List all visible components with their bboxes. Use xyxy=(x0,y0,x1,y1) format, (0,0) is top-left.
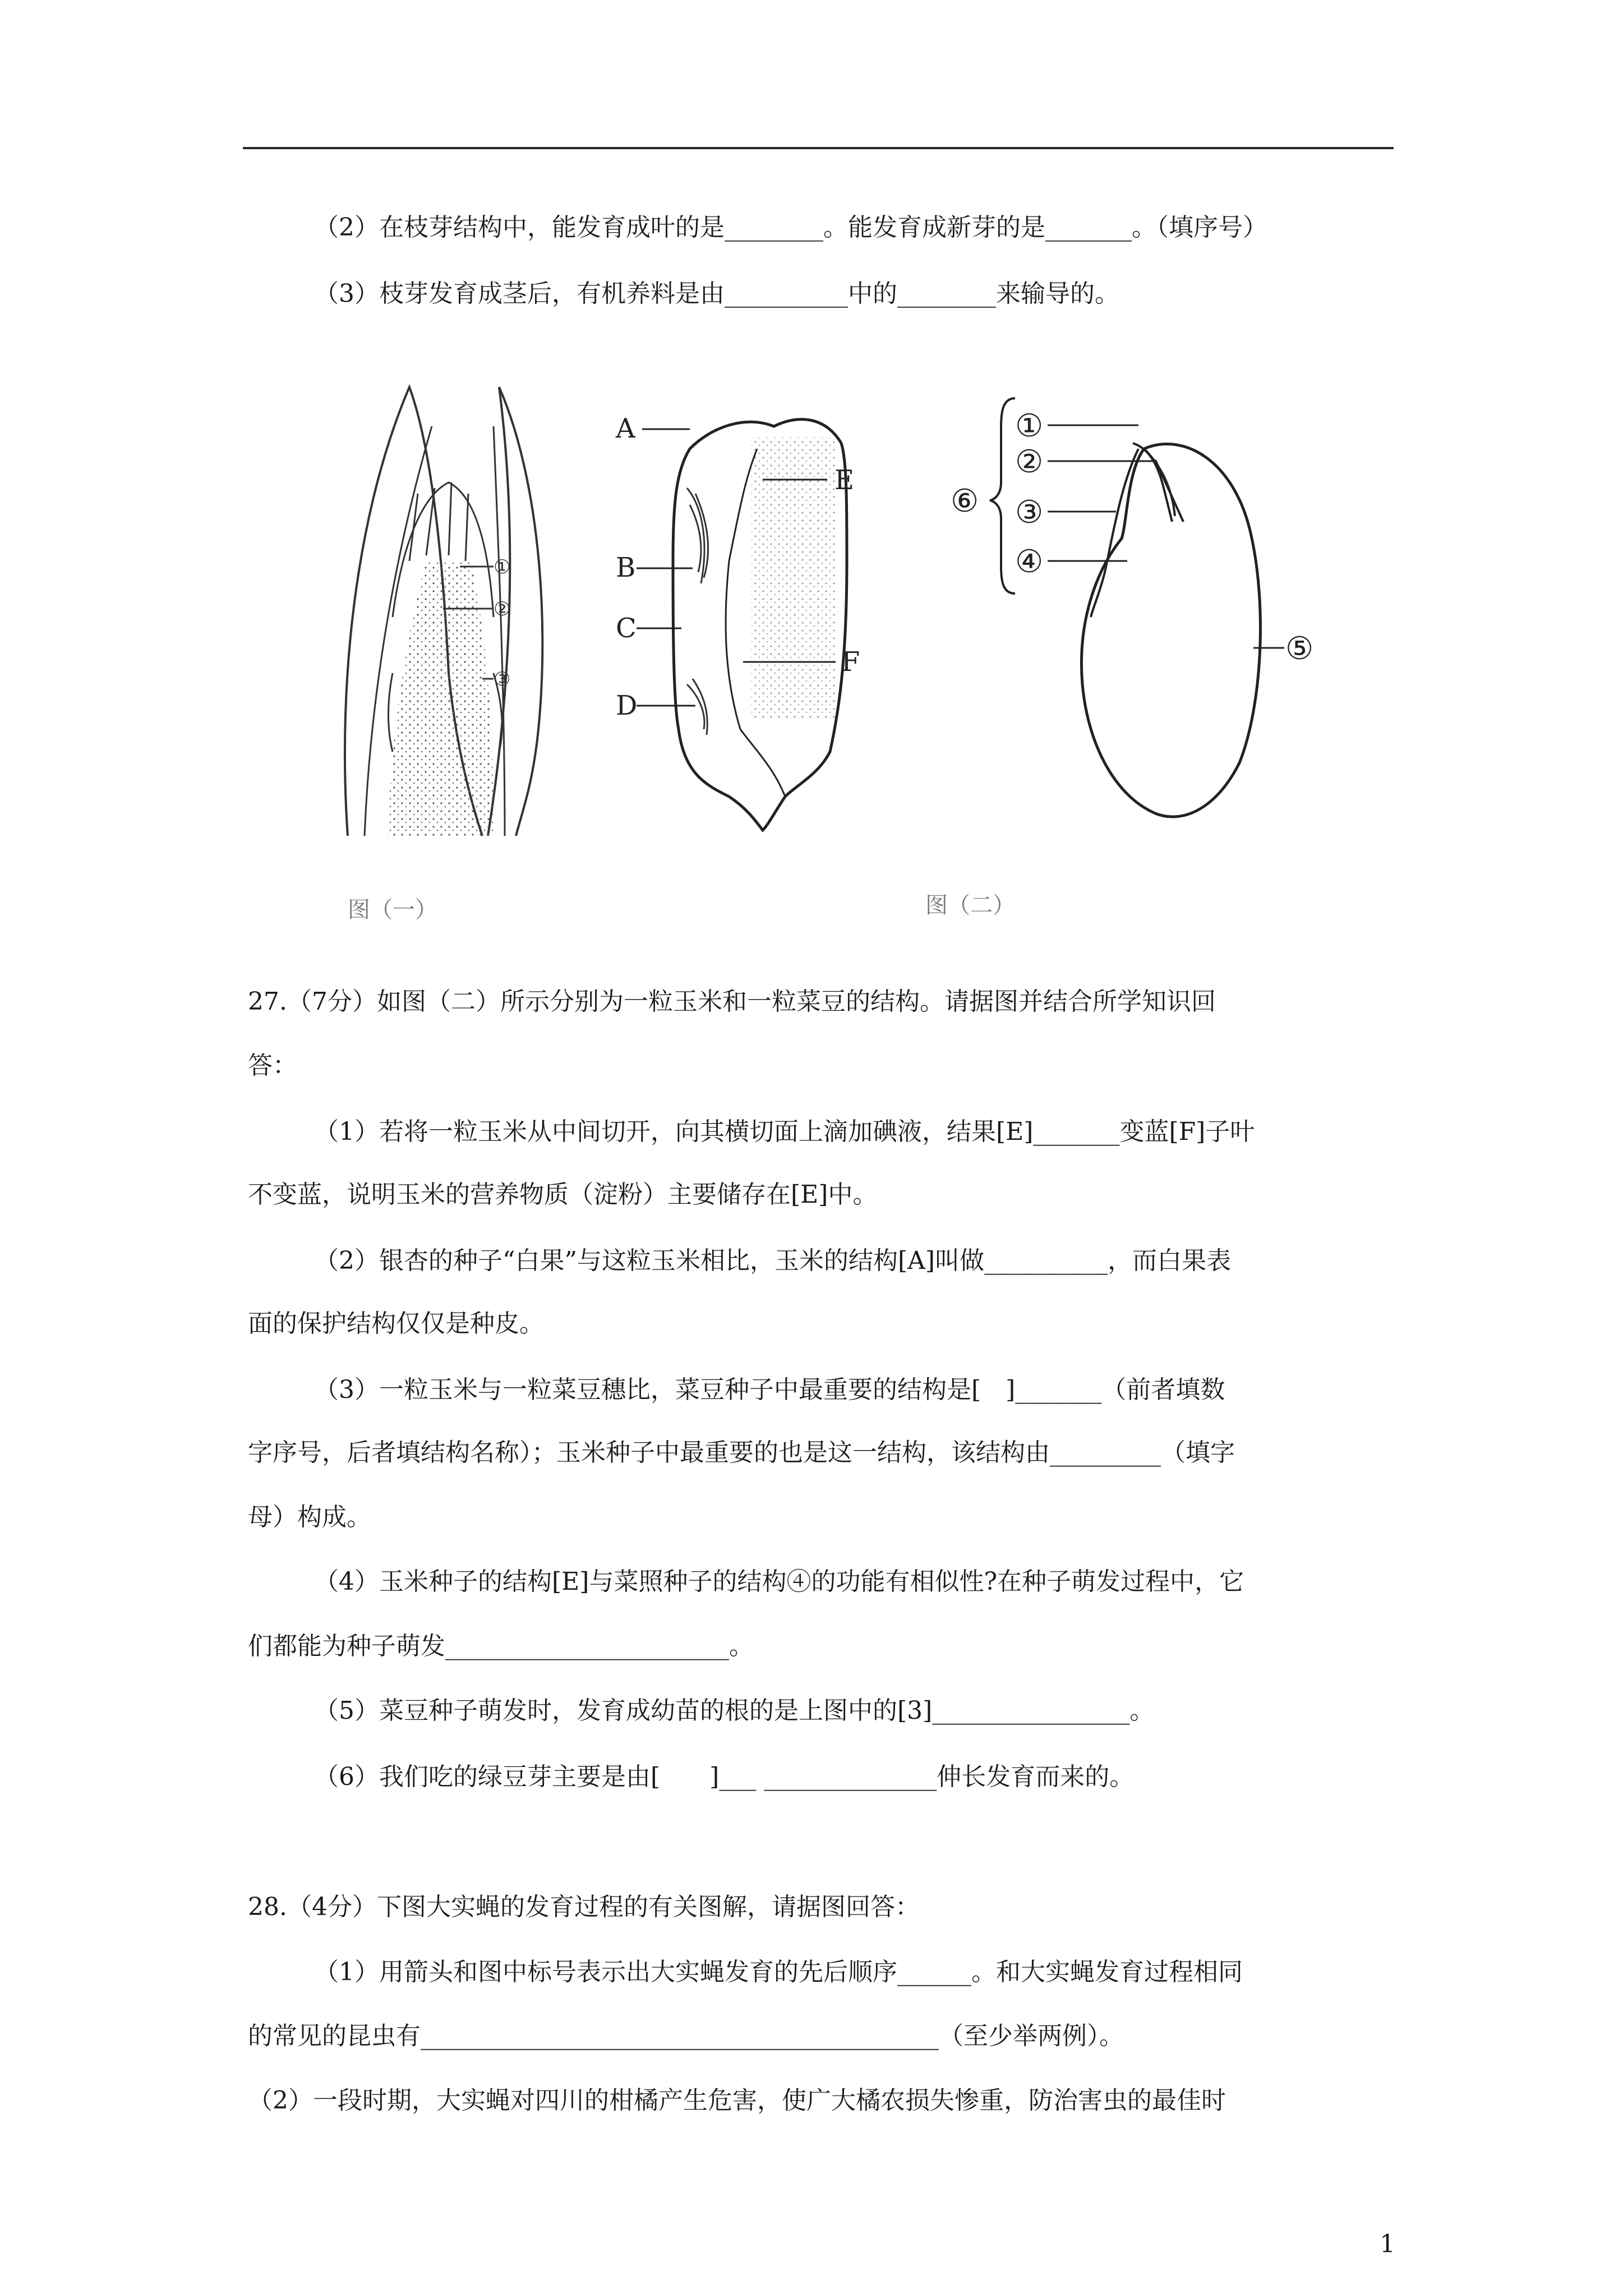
bean-label-1: ① xyxy=(1015,408,1044,444)
bean-label-5: ⑤ xyxy=(1285,631,1314,667)
question-27-stem-cont: 答： xyxy=(248,1051,297,1080)
question-27-1: （1）若将一粒玉米从中间切开，向其横切面上滴加碘液，结果[E]_______变蓝[F]子叶 xyxy=(314,1117,1255,1146)
bud-axis-stipple xyxy=(387,561,494,836)
figure-1-caption: 图（一） xyxy=(348,897,437,923)
bean-label-4: ④ xyxy=(1015,544,1044,580)
corn-label-a: A xyxy=(616,413,635,444)
branch-bud-diagram xyxy=(345,387,542,836)
figure-2-caption: 图（二） xyxy=(925,892,1015,918)
corn-label-c: C xyxy=(616,613,637,644)
bean-label-3: ③ xyxy=(1015,494,1044,531)
page-number: 1 xyxy=(1380,2230,1395,2258)
bean-radicle xyxy=(1091,449,1138,617)
question-27-4: （4）玉米种子的结构[E]与菜照种子的结构④的功能有相似性?在种子萌发过程中，它 xyxy=(314,1567,1244,1596)
figures xyxy=(0,0,1623,954)
question-27-stem: 27.（7分）如图（二）所示分别为一粒玉米和一粒菜豆的结构。请据图并结合所学知识回 xyxy=(248,987,1216,1016)
corn-label-d: D xyxy=(616,690,638,721)
question-27-6: （6）我们吃的绿豆芽主要是由[ ]___ ______________伸长发育而来的。 xyxy=(314,1763,1135,1791)
corn-label-f: F xyxy=(841,646,860,678)
question-28-stem: 28.（4分）下图大实蝇的发育过程的有关图解，请据图回答： xyxy=(248,1893,920,1921)
bud-label-3: ③ xyxy=(494,668,511,691)
question-27-1-cont: 不变蓝，说明玉米的营养物质（淀粉）主要储存在[E]中。 xyxy=(248,1180,878,1209)
bud-label-1: ① xyxy=(494,556,511,578)
bean-label-6: ⑥ xyxy=(951,483,979,519)
question-26-3: （3）枝芽发育成茎后，有机养料是由__________中的________来输导的。 xyxy=(314,279,1119,308)
question-27-2-cont: 面的保护结构仅仅是种皮。 xyxy=(248,1309,544,1338)
corn-label-e: E xyxy=(834,464,855,496)
question-27-5: （5）菜豆种子萌发时，发育成幼苗的根的是上图中的[3]________________。 xyxy=(314,1696,1155,1725)
bean-label-2: ② xyxy=(1015,444,1044,480)
bud-label-2: ② xyxy=(494,598,511,620)
question-28-1-cont: 的常见的昆虫有__________________________________________（至少举两例）。 xyxy=(248,2022,1124,2050)
question-27-3-cont: 字序号，后者填结构名称）；玉米种子中最重要的也是这一结构，该结构由_________（填字 xyxy=(248,1438,1235,1467)
bean-leader-lines xyxy=(1048,425,1284,648)
corn-label-b: B xyxy=(616,552,636,583)
bean-seed-diagram xyxy=(1081,443,1260,817)
bean-brace xyxy=(990,398,1015,593)
question-27-2: （2）银杏的种子“白果”与这粒玉米相比，玉米的结构[A]叫做__________，而白果表 xyxy=(314,1246,1232,1275)
bean-outline xyxy=(1081,444,1260,817)
question-28-1: （1）用箭头和图中标号表示出大实蝇发育的先后顺序______。和大实蝇发育过程相同 xyxy=(314,1958,1243,1986)
question-27-4-cont: 们都能为种子萌发_______________________。 xyxy=(248,1632,754,1660)
question-27-3: （3）一粒玉米与一粒菜豆穗比，菜豆种子中最重要的结构是[ ]_______（前者填数 xyxy=(314,1375,1225,1404)
question-27-3-end: 母）构成。 xyxy=(248,1503,371,1531)
question-28-2: （2）一段时期，大实蝇对四川的柑橘产生危害，使广大橘农损失惨重，防治害虫的最佳时 xyxy=(248,2086,1226,2115)
corn-embryo xyxy=(687,488,708,735)
question-26-2: （2）在枝芽结构中，能发育成叶的是________。能发育成新芽的是_______。（填序号） xyxy=(314,213,1267,242)
